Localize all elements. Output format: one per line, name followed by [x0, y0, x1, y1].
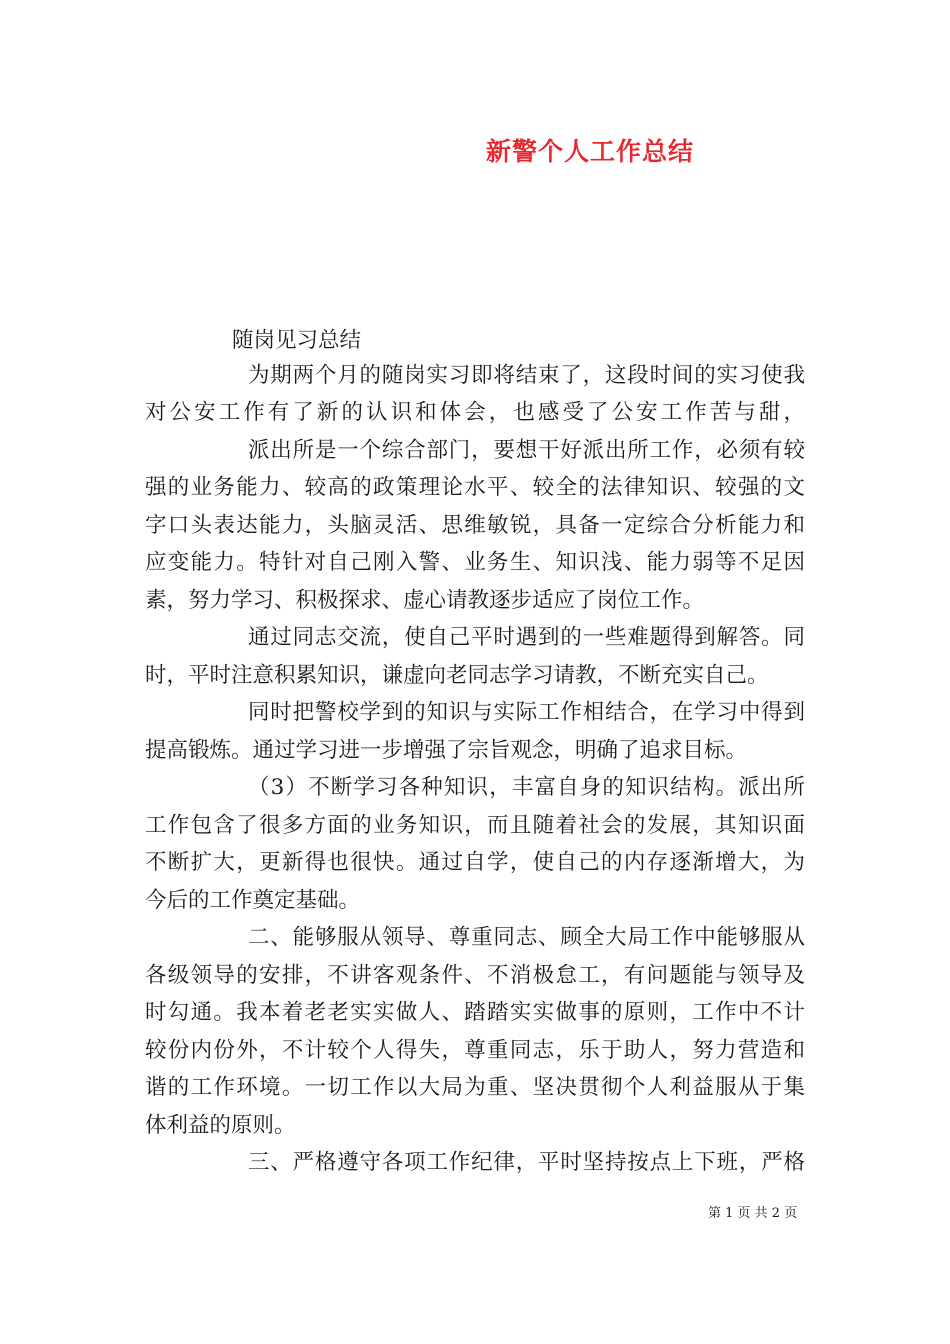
- page-number-footer: 第 1 页 共 2 页: [708, 1206, 798, 1221]
- paragraph-line: 今后的工作奠定基础。: [145, 888, 361, 913]
- paragraph-line: 字口头表达能力，头脑灵活、思维敏锐，具备一定综合分析能力和: [145, 513, 805, 538]
- paragraph-line: 素，努力学习、积极探求、虚心请教逐步适应了岗位工作。: [145, 588, 705, 613]
- paragraph-line: 二、能够服从领导、尊重同志、顾全大局工作中能够服从: [248, 925, 805, 950]
- paragraph-line: 派出所是一个综合部门，要想干好派出所工作，必须有较: [248, 438, 805, 463]
- paragraph-line: 谐的工作环境。一切工作以大局为重、坚决贯彻个人利益服从于集: [145, 1075, 805, 1100]
- paragraph-line: 对公安工作有了新的认识和体会，也感受了公安工作苦与甜，: [145, 400, 805, 425]
- paragraph-line: 时勾通。我本着老老实实做人、踏踏实实做事的原则，工作中不计: [145, 1000, 805, 1025]
- paragraph-line: 通过同志交流，使自己平时遇到的一些难题得到解答。同: [248, 625, 805, 650]
- paragraph-line: 同时把警校学到的知识与实际工作相结合，在学习中得到: [248, 700, 805, 725]
- paragraph-line: （3）不断学习各种知识，丰富自身的知识结构。派出所: [248, 775, 805, 800]
- paragraph-line: 不断扩大，更新得也很快。通过自学，使自己的内存逐渐增大，为: [145, 850, 805, 875]
- section-heading: 随岗见习总结: [232, 328, 362, 353]
- paragraph-line: 提高锻炼。通过学习进一步增强了宗旨观念，明确了追求目标。: [145, 738, 748, 763]
- paragraph-line: 三、严格遵守各项工作纪律，平时坚持按点上下班，严格: [248, 1150, 805, 1175]
- paragraph-line: 为期两个月的随岗实习即将结束了，这段时间的实习使我: [248, 363, 805, 388]
- paragraph-line: 工作包含了很多方面的业务知识，而且随着社会的发展，其知识面: [145, 813, 805, 838]
- paragraph-line: 较份内份外，不计较个人得失，尊重同志，乐于助人，努力营造和: [145, 1038, 805, 1063]
- paragraph-line: 各级领导的安排，不讲客观条件、不消极怠工，有问题能与领导及: [145, 963, 805, 988]
- paragraph-line: 强的业务能力、较高的政策理论水平、较全的法律知识、较强的文: [145, 475, 805, 500]
- paragraph-line: 应变能力。特针对自己刚入警、业务生、知识浅、能力弱等不足因: [145, 550, 805, 575]
- page-title: 新警个人工作总结: [485, 137, 694, 166]
- paragraph-line: 体利益的原则。: [145, 1113, 296, 1138]
- paragraph-line: 时，平时注意积累知识，谦虚向老同志学习请教，不断充实自己。: [145, 663, 769, 688]
